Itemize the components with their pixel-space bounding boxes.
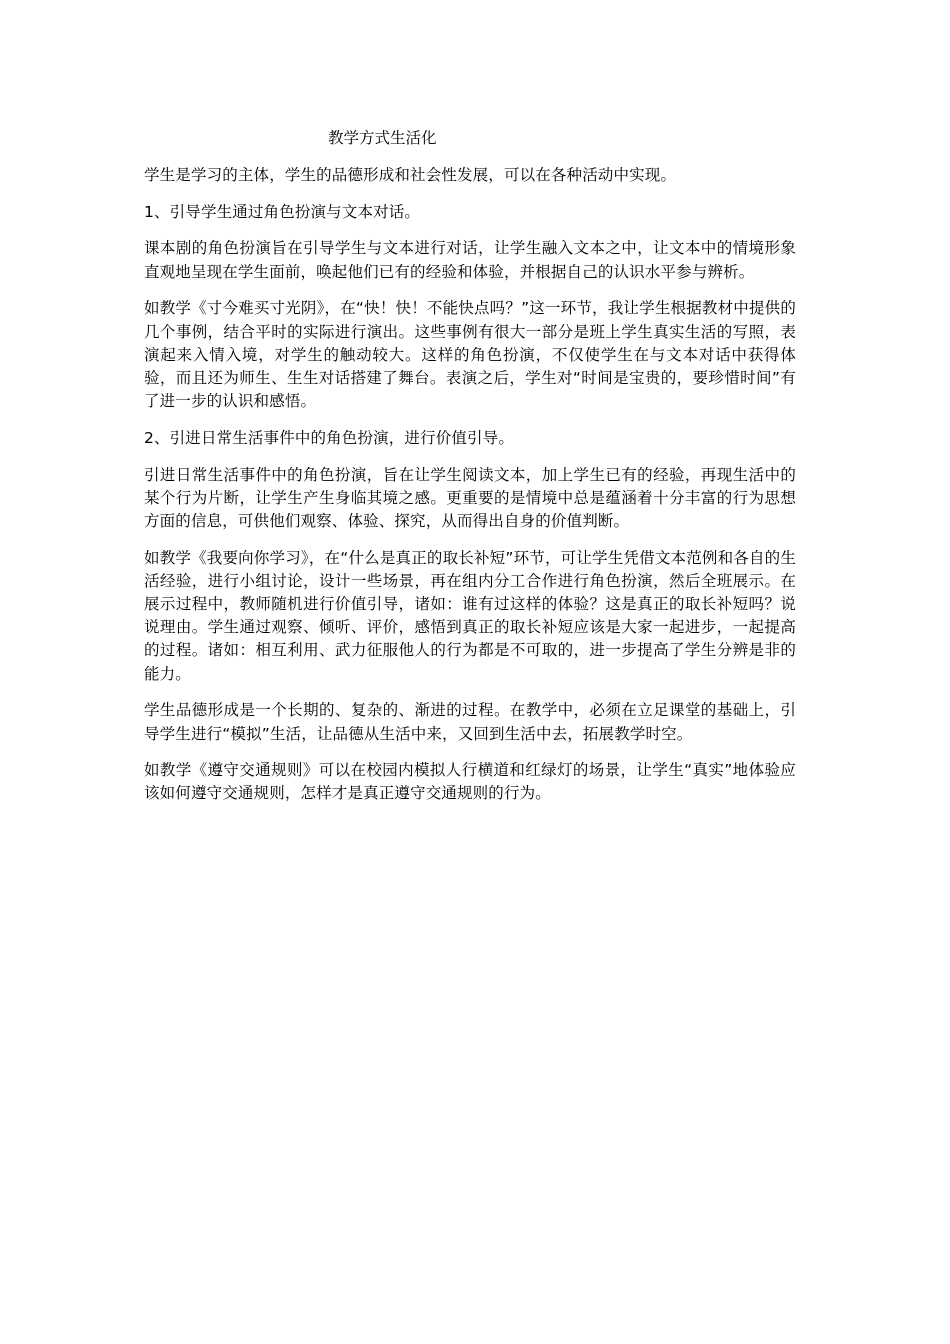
paragraph-heading-2: 2、引进日常生活事件中的角色扮演，进行价值引导。 [144,428,514,447]
document-body [144,127,796,819]
paragraph-example-traffic: 如教学《遵守交通规则》可以在校园内模拟人行横道和红绿灯的场景，让学生“真实”地体验应该如何遵守交通规则，怎样才是真正遵守交通规则的行为。 [144,761,796,803]
document-title: 教学方式生活化 [328,129,437,147]
paragraph-heading-1: 1、引导学生通过角色扮演与文本对话。 [144,202,421,221]
paragraph-example-time: 如教学《寸今难买寸光阴》，在“快！快！不能快点吗？”这一环节，我让学生根据教材中提供的几个事例，结合平时的实际进行演出。这些事例有很大一部分是班上学生真实生活的写照，表演起来入情入境，对学生的触动较大。这样的角色扮演，不仅使学生在与文本对话中获得体验，而且还为师生、生生对话搭建了舞台。表演之后，学生对“时间是宝贵的，要珍惜时间”有了进一步的认识和感悟。 [144,299,796,411]
paragraph-intro: 学生是学习的主体，学生的品德形成和社会性发展，可以在各种活动中实现。 [144,166,677,184]
paragraph-moral-development: 学生品德形成是一个长期的、复杂的、渐进的过程。在教学中，必须在立足课堂的基础上，引导学生进行“模拟”生活，让品德从生活中来，又回到生活中去，拓展教学时空。 [144,701,796,743]
paragraph-example-learning: 如教学《我要向你学习》，在“什么是真正的取长补短”环节，可让学生凭借文本范例和各自的生活经验，进行小组讨论，设计一些场景，再在组内分工合作进行角色扮演，然后全班展示。在展示过程中，教师随机进行价值引导，诸如：谁有过这样的体验？这是真正的取长补短吗？说说理由。学生通过观察、倾听、评价，感悟到真正的取长补短应该是大家一起进步，一起提高的过程。诸如：相互利用、武力征服他人的行为都是不可取的，进一步提高了学生分辨是非的能力。 [144,548,796,683]
paragraph-role-play: 课本剧的角色扮演旨在引导学生与文本进行对话，让学生融入文本之中，让文本中的情境形象直观地呈现在学生面前，唤起他们已有的经验和体验，并根据自己的认识水平参与辨析。 [144,239,796,281]
paragraph-daily-life: 引进日常生活事件中的角色扮演，旨在让学生阅读文本，加上学生已有的经验，再现生活中的某个行为片断，让学生产生身临其境之感。更重要的是情境中总是蕴涵着十分丰富的行为思想方面的信息，可供他们观察、体验、探究，从而得出自身的价值判断。 [144,465,796,530]
